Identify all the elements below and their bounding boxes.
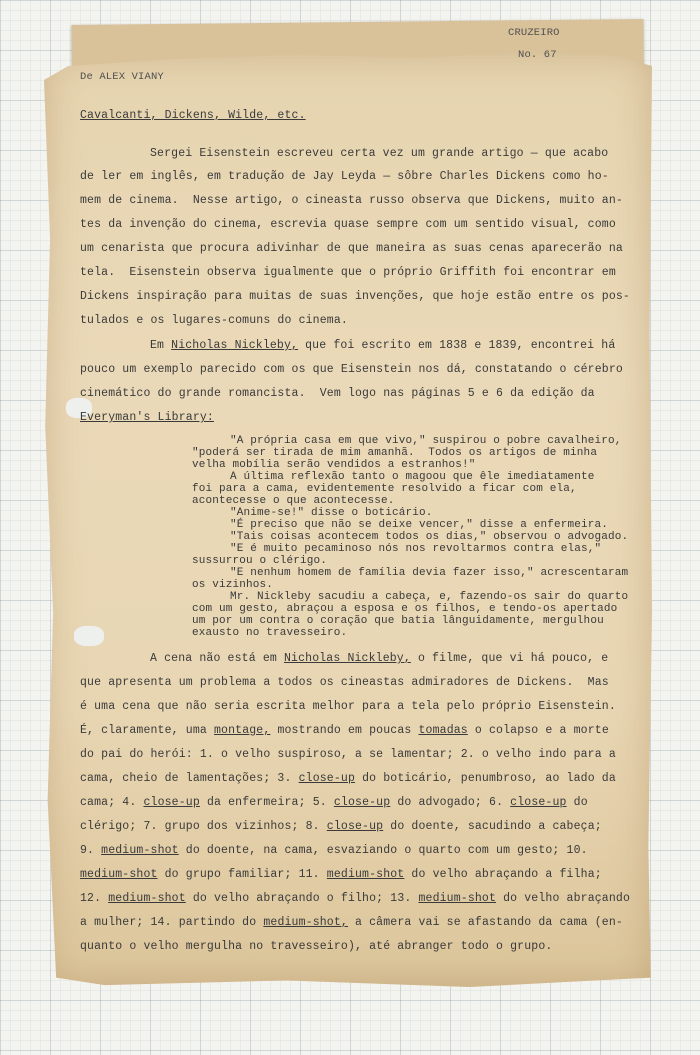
paragraph-line: cinemático do grande romancista. Vem logo nas páginas 5 e 6 da edição da — [80, 387, 595, 400]
paragraph-line: é uma cena que não seria escrita melhor para a tela pelo próprio Eisenstein. — [80, 700, 616, 713]
paragraph-line: cama; 4. close-up da enfermeira; 5. close-up do advogado; 6. close-up do — [80, 796, 588, 809]
quote-line: "Anime-se!" disse o boticário. — [230, 507, 433, 519]
paragraph-line: um cenarista que procura adivinhar de que maneira as suas cenas aparecerão na — [80, 242, 623, 255]
series-label: CRUZEIRO — [508, 27, 560, 39]
series-number: No. 67 — [518, 49, 557, 61]
paragraph-line: tela. Eisenstein observa igualmente que o próprio Griffith foi encontrar em — [80, 266, 616, 279]
quote-line: A última reflexão tanto o magoou que êle imediatamente — [230, 471, 595, 483]
book-title: Nicholas Nickleby, — [171, 339, 299, 352]
paragraph-line: clérigo; 7. grupo dos vizinhos; 8. close-up do doente, sacudindo a cabeça; — [80, 820, 602, 833]
quote-line: "E nenhum homem de família devia fazer isso," acrescentaram — [230, 567, 629, 579]
quote-line: foi para a cama, evidentemente resolvido a ficar com ela, — [192, 483, 577, 495]
quote-line: velha mobília serão vendidos a estranhos!" — [192, 459, 476, 471]
edition-name: Everyman's Library: — [80, 411, 214, 424]
paragraph-line: Dickens inspiração para muitas de suas invenções, que hoje estão entre os pos- — [80, 290, 630, 303]
quote-line: "E é muito pecaminoso nós nos revoltarmos contra elas," — [230, 543, 602, 555]
paragraph-line: que apresenta um problema a todos os cineastas admiradores de Dickens. Mas — [80, 676, 609, 689]
paragraph-line: tulados e os lugares-comuns do cinema. — [80, 314, 348, 327]
paragraph-line: medium-shot do grupo familiar; 11. medium-shot do velho abraçando a filha; — [80, 868, 602, 881]
paragraph-line: quanto o velho mergulha no travesseiro), até abranger todo o grupo. — [80, 940, 553, 953]
paragraph-line: Em Nicholas Nickleby, que foi escrito em 1838 e 1839, encontrei há — [150, 339, 616, 352]
quote-line: acontecesse o que acontecesse. — [192, 495, 395, 507]
film-title: Nicholas Nickleby, — [283, 652, 411, 665]
paragraph-line: de ler em inglês, em tradução de Jay Leyda — sôbre Charles Dickens como ho- — [80, 170, 609, 183]
paragraph-line: cama, cheio de lamentações; 3. close-up do boticário, penumbroso, ao lado da — [80, 772, 616, 785]
quote-line: com um gesto, abraçou a esposa e os filhos, e tendo-os apertado — [192, 603, 618, 615]
quote-line: sussurrou o clérigo. — [192, 555, 328, 567]
author-line: De ALEX VIANY — [80, 71, 164, 83]
quote-line: "poderá ser tirada de mim amanhã. Todos os artigos de minha — [192, 447, 598, 459]
paragraph-line: mem de cinema. Nesse artigo, o cineasta russo observa que Dickens, muito an- — [80, 194, 623, 207]
paragraph-line: 12. medium-shot do velho abraçando o filho; 13. medium-shot do velho abraçando — [80, 892, 631, 905]
quote-line: "A própria casa em que vivo," suspirou o pobre cavalheiro, — [230, 435, 622, 447]
paragraph-line: a mulher; 14. partindo do medium-shot, a câmera vai se afastando da cama (en- — [80, 916, 623, 929]
paragraph-line: Sergei Eisenstein escreveu certa vez um grande artigo — que acabo — [150, 147, 609, 160]
paragraph-line: pouco um exemplo parecido com os que Eisenstein nos dá, constatando o cérebro — [80, 363, 623, 376]
paragraph-line: A cena não está em Nicholas Nickleby, o filme, que vi há pouco, e — [150, 652, 609, 665]
quote-line: "Tais coisas acontecem todos os dias," observou o advogado. — [230, 531, 629, 543]
paragraph-line: 9. medium-shot do doente, na cama, esvaziando o quarto com um gesto; 10. — [80, 844, 588, 857]
paragraph-line: É, claramente, uma montage, mostrando em poucas tomadas o colapso e a morte — [80, 724, 609, 737]
quote-line: um por um contra o coração que batia lânguidamente, mergulhou — [192, 615, 604, 627]
paragraph-line: tes da invenção do cinema, escrevia quase sempre com um sentido visual, como — [80, 218, 616, 231]
quote-line: Mr. Nickleby sacudiu a cabeça, e, fazendo-os sair do quarto — [230, 591, 629, 603]
quote-line: os vizinhos. — [192, 579, 274, 591]
article-title: Cavalcanti, Dickens, Wilde, etc. — [80, 109, 306, 122]
paragraph-line: do pai do herói: 1. o velho suspiroso, a se lamentar; 2. o velho indo para a — [80, 748, 616, 761]
quote-line: exausto no travesseiro. — [192, 627, 348, 639]
torn-hole — [74, 626, 104, 646]
quote-line: "É preciso que não se deixe vencer," disse a enfermeira. — [230, 519, 609, 531]
